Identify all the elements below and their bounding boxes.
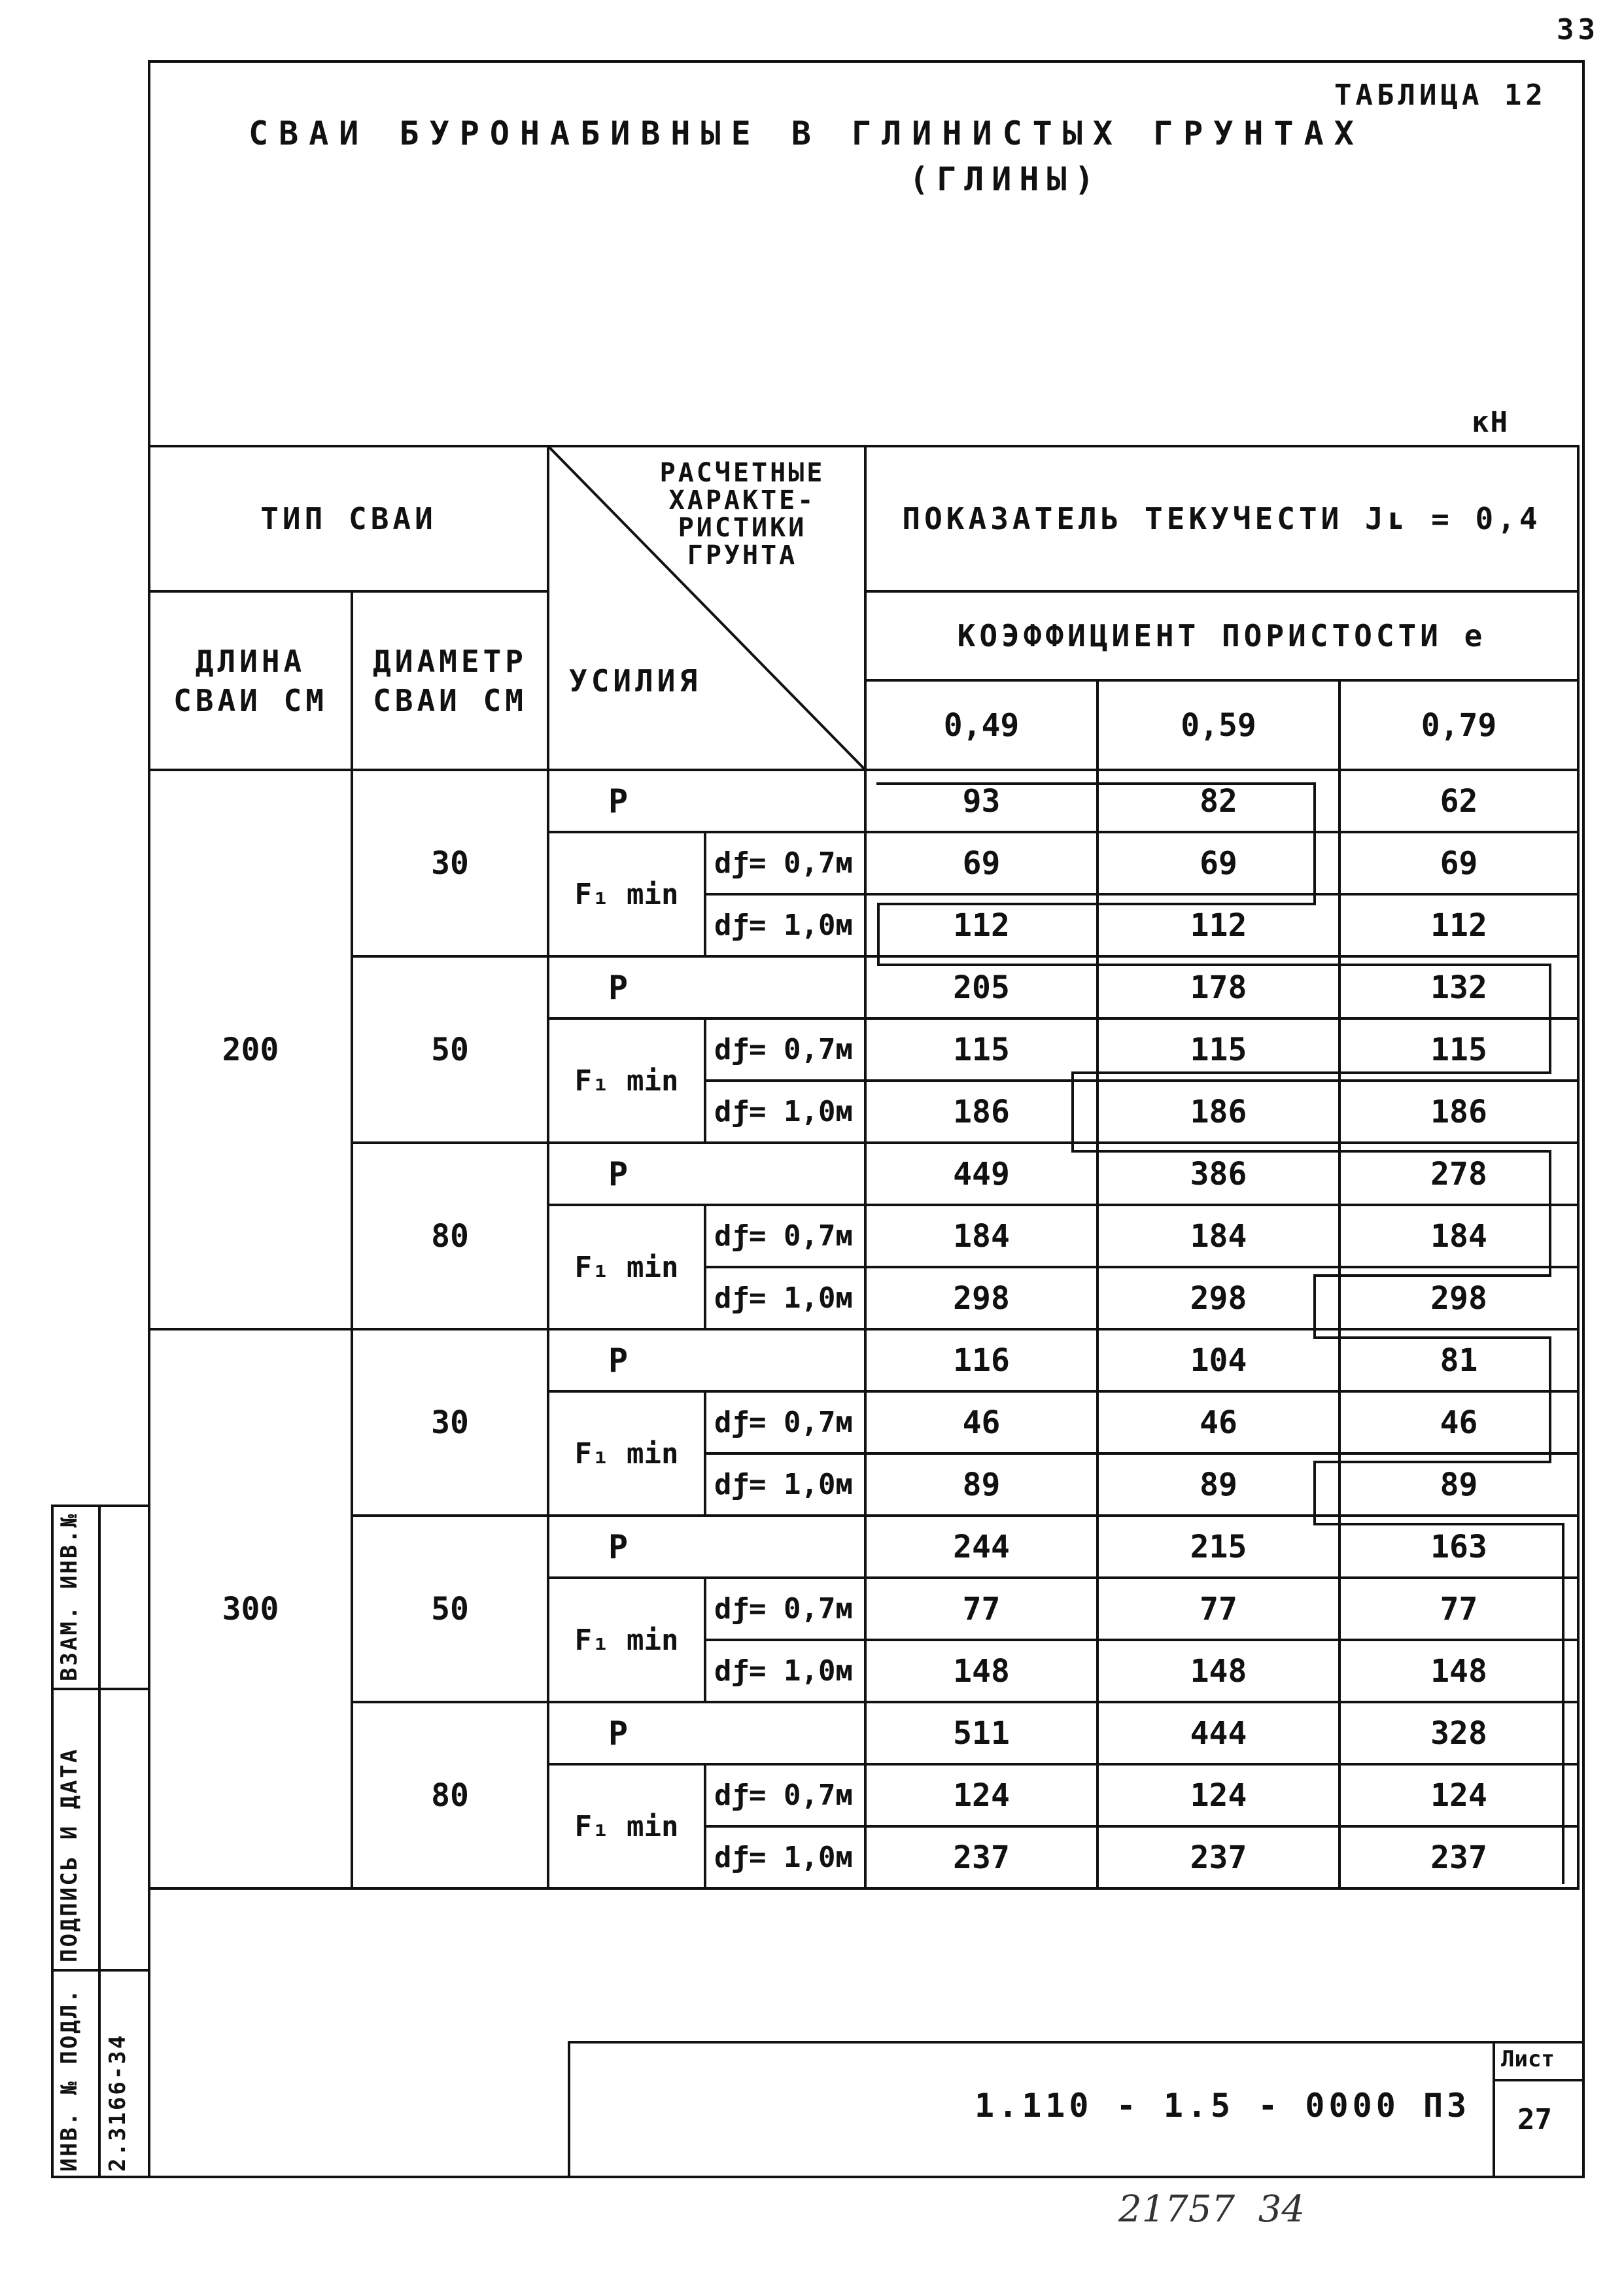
sheet-label: Лист <box>1501 2046 1555 2072</box>
diameter-cell: 80 <box>352 1143 548 1329</box>
document-code: 1.110 - 1.5 - 0000 ПЗ <box>975 2087 1471 2125</box>
value-cell: 112 <box>1097 894 1339 956</box>
value-cell: 89 <box>865 1453 1097 1516</box>
force-fmin-label: F₁ min <box>548 1764 705 1888</box>
value-cell: 215 <box>1097 1516 1339 1578</box>
value-cell: 328 <box>1339 1702 1578 1764</box>
value-cell: 89 <box>1339 1453 1578 1516</box>
force-p-label: P <box>548 1516 865 1578</box>
df-07-label: dƒ= 0,7м <box>705 1578 865 1640</box>
header-forces: УСИЛИЯ <box>569 663 702 699</box>
col-header-049: 0,49 <box>865 680 1097 770</box>
df-07-label: dƒ= 0,7м <box>705 1391 865 1453</box>
df-07-label: dƒ= 0,7м <box>705 1205 865 1267</box>
value-cell: 112 <box>865 894 1097 956</box>
side-inv-label: ИНВ. № ПОДЛ. <box>56 1987 82 2172</box>
value-cell: 104 <box>1097 1329 1339 1391</box>
value-cell: 77 <box>1339 1578 1578 1640</box>
value-cell: 124 <box>865 1764 1097 1826</box>
value-cell: 46 <box>865 1391 1097 1453</box>
diameter-cell: 50 <box>352 956 548 1143</box>
footer-number: 21757 34 <box>1118 2188 1305 2231</box>
value-cell: 69 <box>865 832 1097 894</box>
length-cell: 200 <box>149 770 352 1329</box>
col-header-079: 0,79 <box>1339 680 1578 770</box>
header-porosity: КОЭФФИЦИЕНТ ПОРИСТОСТИ e <box>865 591 1578 680</box>
diameter-cell: 30 <box>352 770 548 956</box>
force-fmin-label: F₁ min <box>548 1018 705 1143</box>
force-p-label: P <box>548 1702 865 1764</box>
value-cell: 82 <box>1097 770 1339 832</box>
value-cell: 386 <box>1097 1143 1339 1205</box>
length-cell: 300 <box>149 1329 352 1888</box>
value-cell: 184 <box>1097 1205 1339 1267</box>
value-cell: 115 <box>865 1018 1097 1081</box>
force-p-label: P <box>548 1329 865 1391</box>
value-cell: 93 <box>865 770 1097 832</box>
header-soil-characteristics: РАСЧЕТНЫЕ ХАРАКТЕ- РИСТИКИ ГРУНТА <box>659 458 825 570</box>
value-cell: 163 <box>1339 1516 1578 1578</box>
side-inv-value: 2.3166-34 <box>105 2033 131 2172</box>
df-10-label: dƒ= 1,0м <box>705 1826 865 1888</box>
force-p-label: P <box>548 956 865 1018</box>
page-number: 33 <box>1557 13 1599 46</box>
value-cell: 237 <box>865 1826 1097 1888</box>
value-cell: 62 <box>1339 770 1578 832</box>
value-cell: 116 <box>865 1329 1097 1391</box>
value-cell: 148 <box>1097 1640 1339 1702</box>
header-diagonal-cell <box>548 446 865 770</box>
force-fmin-label: F₁ min <box>548 1578 705 1702</box>
value-cell: 444 <box>1097 1702 1339 1764</box>
value-cell: 77 <box>1097 1578 1339 1640</box>
value-cell: 148 <box>1339 1640 1578 1702</box>
header-length: ДЛИНА СВАИ СМ <box>149 591 352 770</box>
force-p-label: P <box>548 770 865 832</box>
header-pile-type: ТИП СВАИ <box>149 446 548 591</box>
value-cell: 184 <box>865 1205 1097 1267</box>
table-subtitle: (ГЛИНЫ) <box>909 160 1102 198</box>
value-cell: 205 <box>865 956 1097 1018</box>
value-cell: 81 <box>1339 1329 1578 1391</box>
value-cell: 244 <box>865 1516 1097 1578</box>
diameter-cell: 50 <box>352 1516 548 1702</box>
value-cell: 298 <box>1339 1267 1578 1329</box>
force-fmin-label: F₁ min <box>548 832 705 956</box>
side-vzam-label: ВЗАМ. ИНВ.№ <box>56 1512 82 1681</box>
df-10-label: dƒ= 1,0м <box>705 894 865 956</box>
sheet-number: 27 <box>1517 2103 1552 2136</box>
value-cell: 46 <box>1097 1391 1339 1453</box>
value-cell: 148 <box>865 1640 1097 1702</box>
value-cell: 237 <box>1339 1826 1578 1888</box>
df-10-label: dƒ= 1,0м <box>705 1081 865 1143</box>
value-cell: 124 <box>1339 1764 1578 1826</box>
diameter-cell: 80 <box>352 1702 548 1888</box>
header-diameter: ДИАМЕТР СВАИ СМ <box>352 591 548 770</box>
value-cell: 69 <box>1339 832 1578 894</box>
value-cell: 115 <box>1339 1018 1578 1081</box>
value-cell: 298 <box>1097 1267 1339 1329</box>
side-podpis-label: ПОДПИСЬ И ДАТА <box>56 1747 82 1962</box>
df-10-label: dƒ= 1,0м <box>705 1453 865 1516</box>
value-cell: 186 <box>1097 1081 1339 1143</box>
value-cell: 298 <box>865 1267 1097 1329</box>
value-cell: 237 <box>1097 1826 1339 1888</box>
value-cell: 278 <box>1339 1143 1578 1205</box>
value-cell: 186 <box>865 1081 1097 1143</box>
table-label: ТАБЛИЦА 12 <box>1334 78 1547 112</box>
value-cell: 69 <box>1097 832 1339 894</box>
col-header-059: 0,59 <box>1097 680 1339 770</box>
header-liquidity-index: ПОКАЗАТЕЛЬ ТЕКУЧЕСТИ Jʟ = 0,4 <box>865 446 1578 591</box>
df-10-label: dƒ= 1,0м <box>705 1267 865 1329</box>
force-p-label: P <box>548 1143 865 1205</box>
pile-table <box>148 445 1580 1890</box>
value-cell: 184 <box>1339 1205 1578 1267</box>
value-cell: 449 <box>865 1143 1097 1205</box>
df-10-label: dƒ= 1,0м <box>705 1640 865 1702</box>
value-cell: 511 <box>865 1702 1097 1764</box>
value-cell: 115 <box>1097 1018 1339 1081</box>
unit-label: кН <box>1472 406 1509 439</box>
force-fmin-label: F₁ min <box>548 1391 705 1516</box>
diameter-cell: 30 <box>352 1329 548 1516</box>
df-07-label: dƒ= 0,7м <box>705 1764 865 1826</box>
value-cell: 112 <box>1339 894 1578 956</box>
value-cell: 132 <box>1339 956 1578 1018</box>
df-07-label: dƒ= 0,7м <box>705 1018 865 1081</box>
value-cell: 124 <box>1097 1764 1339 1826</box>
force-fmin-label: F₁ min <box>548 1205 705 1329</box>
value-cell: 89 <box>1097 1453 1339 1516</box>
table-title: СВАИ БУРОНАБИВНЫЕ В ГЛИНИСТЫХ ГРУНТАХ <box>249 114 1364 152</box>
value-cell: 178 <box>1097 956 1339 1018</box>
value-cell: 77 <box>865 1578 1097 1640</box>
df-07-label: dƒ= 0,7м <box>705 832 865 894</box>
value-cell: 46 <box>1339 1391 1578 1453</box>
value-cell: 186 <box>1339 1081 1578 1143</box>
